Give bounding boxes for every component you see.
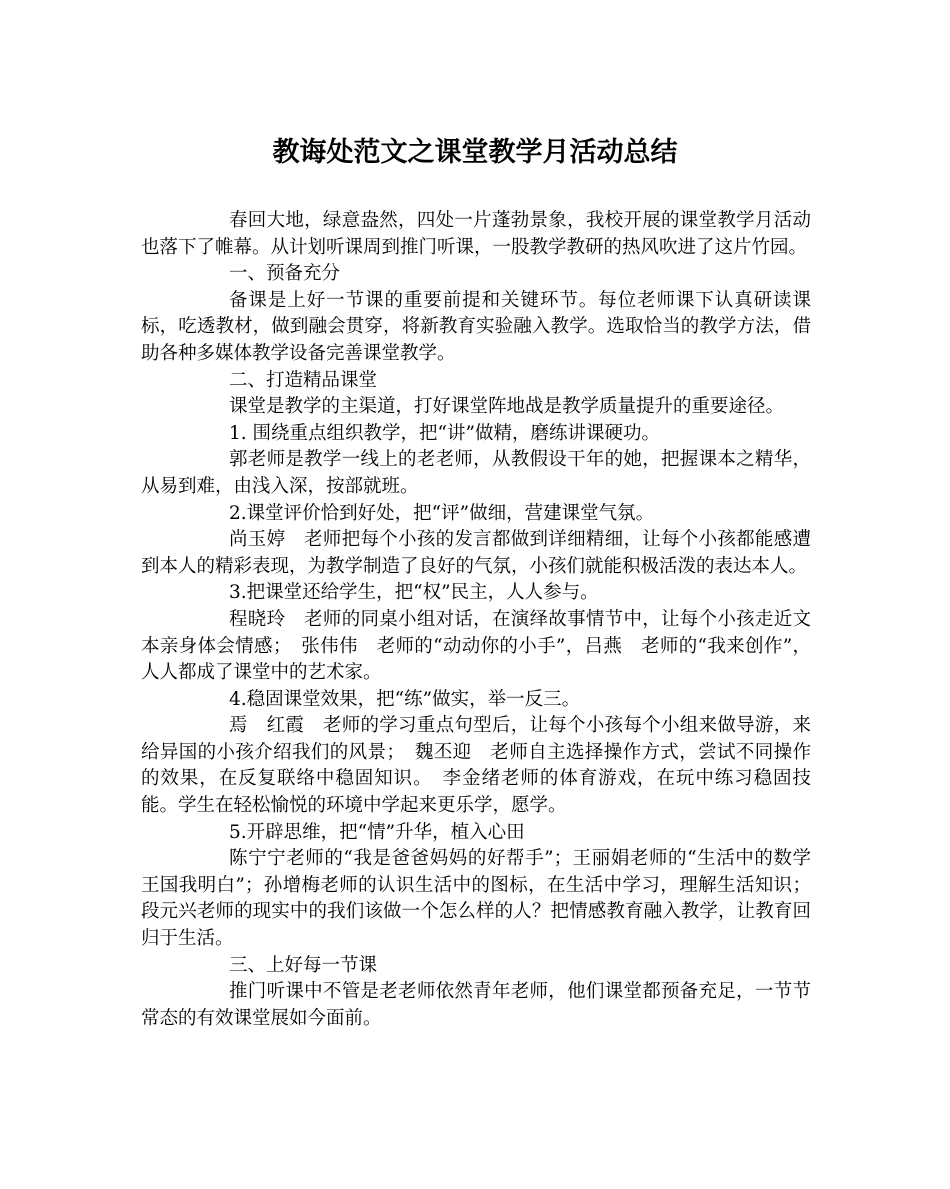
paragraph-yan: 焉 红霞 老师的学习重点句型后，让每个小孩每个小组来做导游，来给异国的小孩介绍我们的风景； 魏丕迎 老师自主选择操作方式，尝试不同操作的效果，在反复联络中稳固知识。 李金绪老师的体育游戏，在玩中练习稳固技能。学生在轻松愉悦的环境中学起来更乐学，愿学。	[141, 715, 811, 817]
document-body	[141, 208, 811, 1032]
document-title: 教诲处范文之课堂教学月活动总结	[272, 137, 678, 168]
paragraph-intro: 春回大地，绿意盎然，四处一片蓬勃景象，我校开展的课堂教学月活动也落下了帷幕。从计划听课周到推门听课，一股教学教研的热风吹进了这片竹园。	[141, 210, 811, 258]
paragraph-closing: 推门听课中不管是老老师依然青年老师，他们课堂都预备充足，一节节常态的有效课堂展如今面前。	[141, 981, 811, 1029]
section-heading-preparation: 一、预备充分	[229, 263, 341, 285]
section-heading-every-class: 三、上好每一节课	[229, 954, 378, 976]
paragraph-cheng: 程晓玲 老师的同桌小组对话，在演绎故事情节中，让每个小孩走近文本亲身体会情感； 张伟伟 老师的“动动你的小手”，吕燕 老师的“我来创作”，人人都成了课堂中的艺术家。	[141, 608, 811, 684]
subheading-2: 2.课堂评价恰到好处，把“评”做细，营建课堂气氛。	[229, 502, 655, 524]
section-heading-quality-class: 二、打造精品课堂	[229, 369, 378, 391]
paragraph-chen: 陈宁宁老师的“我是爸爸妈妈的好帮手”；王丽娟老师的“生活中的数学王国我明白”；孙增梅老师的认识生活中的图标，在生活中学习，理解生活知识；段元兴老师的现实中的我们该做一个怎么样的人？把情感教育融入教学，让教育回归于生活。	[141, 848, 811, 950]
paragraph-guo: 郭老师是教学一线上的老老师，从教假设干年的她，把握课本之精华，从易到难，由浅入深，按部就班。	[141, 449, 811, 497]
paragraph-shang: 尚玉婷 老师把每个小孩的发言都做到详细精细，让每个小孩都能感遭到本人的精彩表现，为教学制造了良好的气氛，小孩们就能积极活泼的表达本人。	[141, 529, 811, 577]
subheading-3: 3.把课堂还给学生，把“权”民主，人人参与。	[229, 582, 599, 604]
subheading-1: 1. 围绕重点组织教学，把“讲”做精，磨练讲课硬功。	[229, 422, 660, 444]
paragraph-preparation: 备课是上好一节课的重要前提和关键环节。每位老师课下认真研读课标，吃透教材，做到融会贯穿，将新教育实验融入教学。选取恰当的教学方法，借助各种多媒体教学设备完善课堂教学。	[141, 289, 811, 364]
subheading-4: 4.稳固课堂效果，把“练”做实，举一反三。	[229, 688, 581, 710]
paragraph-classroom: 课堂是教学的主渠道，打好课堂阵地战是教学质量提升的重要途径。	[229, 396, 785, 418]
subheading-5: 5.开辟思维，把“情”升华，植入心田	[229, 821, 525, 843]
